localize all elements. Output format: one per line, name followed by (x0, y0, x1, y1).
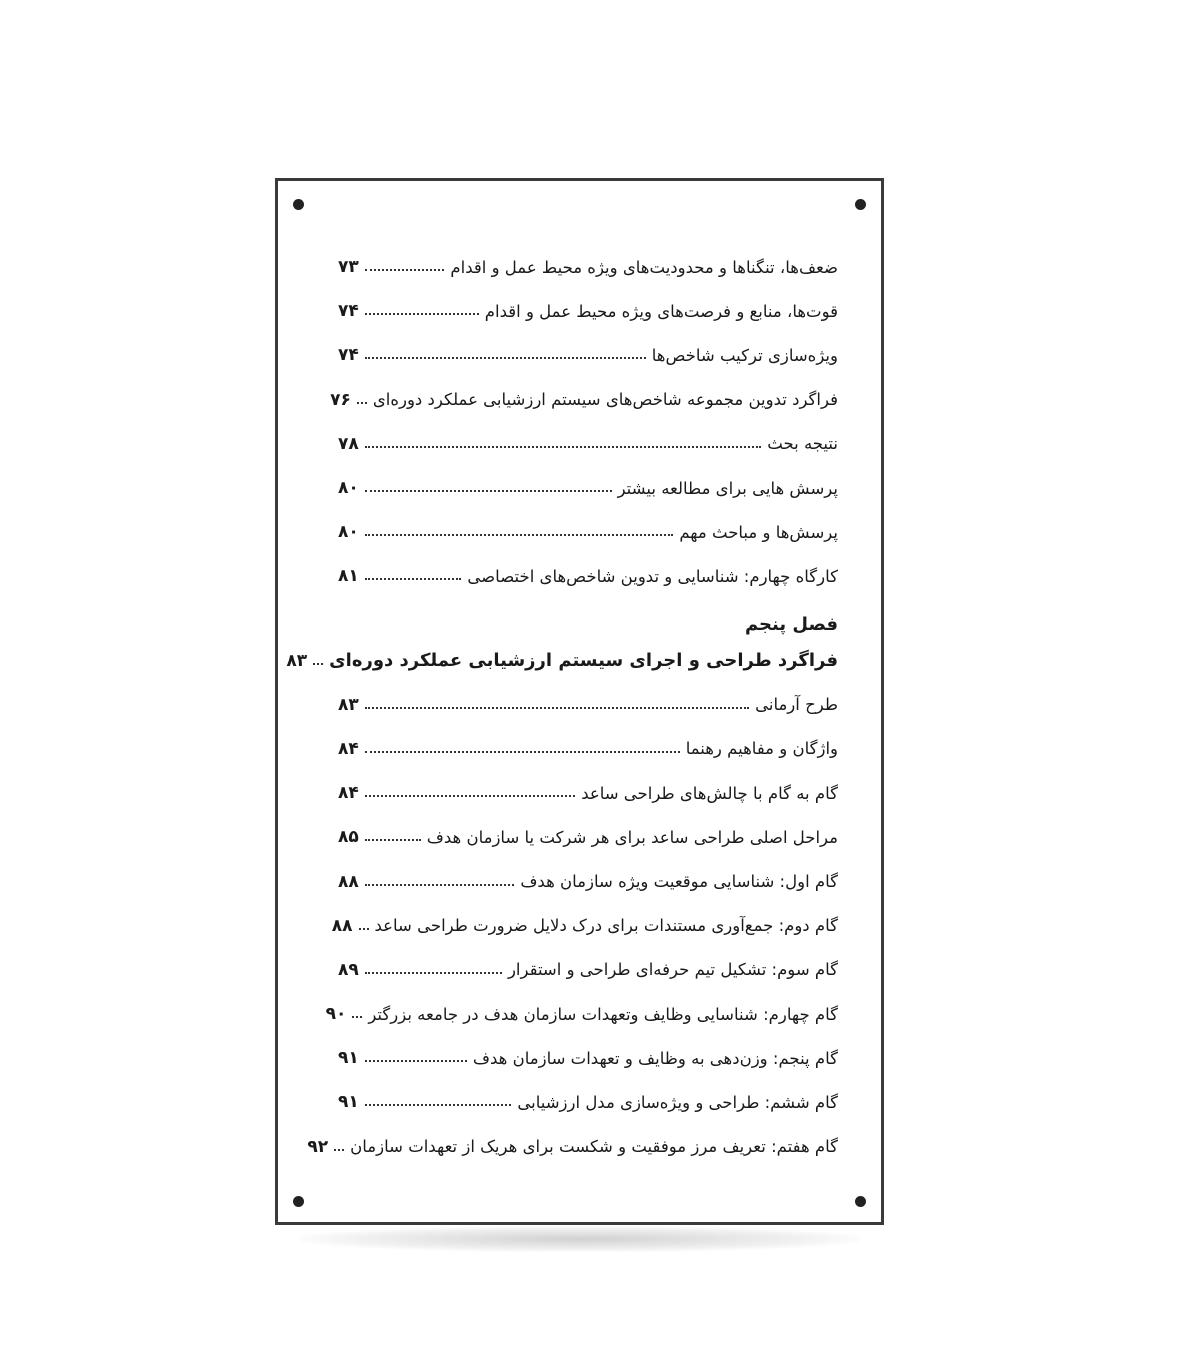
toc-entry-page-number: ۸۰ (338, 522, 359, 543)
dot-leader (365, 839, 421, 841)
corner-dot-icon (293, 199, 304, 210)
dot-leader (365, 446, 761, 448)
toc-entry-page-number: ۸۱ (338, 566, 359, 587)
chapter-title: فراگرد طراحی و اجرای سیستم ارزشیابی عملکرد دوره‌ای (329, 650, 838, 672)
toc-entry-page-number: ۸۰ (338, 478, 359, 499)
dot-leader (365, 578, 462, 580)
corner-dot-icon (293, 1196, 304, 1207)
toc-entry (338, 245, 838, 289)
dot-leader (365, 269, 445, 271)
toc-entry-page-number: ۷۶ (330, 389, 351, 410)
toc-entry-page-number: ۸۵ (338, 827, 359, 848)
dot-leader (365, 490, 612, 492)
toc-entry-title: گام ششم: طراحی و ویژه‌سازی مدل ارزشیابی (517, 1092, 838, 1112)
toc-entry-title: پرسش هایی برای مطالعه بیشتر (617, 478, 838, 498)
toc-entry (338, 948, 838, 992)
toc-entry-title: گام به گام با چالش‌های طراحی ساعد (581, 783, 838, 803)
book-page-frame (275, 178, 884, 1225)
toc-entry (338, 859, 838, 903)
toc-entry-page-number: ۸۸ (331, 915, 353, 936)
toc-entry-title: مراحل اصلی طراحی ساعد برای هر شرکت یا سازمان هدف (426, 827, 838, 847)
dot-leader (365, 1060, 467, 1062)
toc-entry-page-number: ۷۴ (338, 345, 359, 366)
toc-entry (338, 683, 838, 727)
toc-entry-page-number: ۸۹ (338, 959, 359, 980)
toc-entry-page-number: ۸۸ (338, 871, 359, 892)
toc-entry-title: پرسش‌ها و مباحث مهم (679, 522, 838, 542)
toc-entry (338, 771, 838, 815)
dot-leader (365, 313, 479, 315)
toc-section-before (330, 245, 838, 599)
toc-entry (338, 289, 838, 333)
chapter-page-number: ۸۳ (286, 650, 308, 671)
toc-entry (338, 554, 838, 598)
dot-leader (359, 928, 369, 930)
toc-entry (338, 422, 838, 466)
dot-leader (365, 1104, 512, 1106)
toc-entry-title: گام پنجم: وزن‌دهی به وظایف و تعهدات سازمان هدف (472, 1048, 838, 1068)
toc-entry-page-number: ۸۴ (338, 738, 359, 759)
toc-entry-title: گام دوم: جمع‌آوری مستندات برای درک دلایل ضرورت طراحی ساعد (374, 916, 838, 936)
toc-entry-title: ویژه‌سازی ترکیب شاخص‌ها (651, 345, 838, 365)
toc-entry (338, 466, 838, 510)
toc-entry-page-number: ۹۲ (307, 1136, 329, 1157)
corner-dot-icon (855, 199, 866, 210)
chapter-title-row (286, 639, 838, 683)
toc-entry (338, 1080, 838, 1124)
toc-entry-title: طرح آرمانی (755, 695, 838, 715)
dot-leader (365, 972, 502, 974)
dot-leader (365, 751, 680, 753)
toc-entry-page-number: ۸۴ (338, 783, 359, 804)
toc-entry (307, 1125, 838, 1169)
toc-entry-page-number: ۹۱ (338, 1092, 359, 1113)
toc-entry-title: فراگرد تدوین مجموعه شاخص‌های سیستم ارزشیابی عملکرد دوره‌ای (372, 390, 838, 410)
toc-entry-title: گام سوم: تشکیل تیم حرفه‌ای طراحی و استقرار (507, 960, 838, 980)
toc-entry (338, 333, 838, 377)
toc-entry-title: گام اول: شناسایی موقعیت ویژه سازمان هدف (520, 872, 838, 892)
dot-leader (352, 1016, 362, 1018)
toc-entry-title: گام چهارم: شناسایی وظایف وتعهدات سازمان هدف در جامعه بزرگتر (368, 1004, 838, 1024)
toc-entry-title: نتیجه بحث (767, 434, 838, 454)
toc-entry-title: ضعف‌ها، تنگناها و محدودیت‌های ویژه محیط عمل و اقدام (450, 257, 838, 277)
toc-entry-page-number: ۷۴ (338, 301, 359, 322)
chapter-label: فصل پنجم (744, 613, 838, 635)
toc-entry (325, 992, 838, 1036)
toc-entry-title: واژگان و مفاهیم رهنما (685, 739, 838, 759)
toc-entry (338, 1036, 838, 1080)
toc-entry-page-number: ۷۳ (338, 257, 359, 278)
table-of-contents (286, 245, 838, 1169)
toc-section-after (307, 683, 838, 1169)
toc-entry (338, 510, 838, 554)
dot-leader (365, 534, 674, 536)
toc-entry-title: قوت‌ها، منابع و فرصت‌های ویژه محیط عمل و اقدام (484, 301, 838, 321)
toc-entry-title: کارگاه چهارم: شناسایی و تدوین شاخص‌های اختصاصی (467, 566, 838, 586)
corner-dot-icon (855, 1196, 866, 1207)
dot-leader (365, 707, 749, 709)
toc-entry (338, 815, 838, 859)
toc-entry (338, 727, 838, 771)
dot-leader (365, 884, 515, 886)
dot-leader (334, 1149, 344, 1151)
toc-entry-page-number: ۹۰ (325, 1004, 347, 1025)
toc-entry (330, 378, 838, 422)
dot-leader (313, 663, 323, 665)
toc-entry (331, 904, 838, 948)
page-shadow (300, 1226, 860, 1252)
dot-leader (365, 795, 575, 797)
toc-entry-title: گام هفتم: تعریف مرز موفقیت و شکست برای هریک از تعهدات سازمان (350, 1137, 838, 1157)
dot-leader (357, 402, 367, 404)
toc-entry-page-number: ۷۸ (338, 433, 359, 454)
dot-leader (365, 357, 646, 359)
toc-entry-page-number: ۹۱ (338, 1048, 359, 1069)
toc-entry-page-number: ۸۳ (338, 694, 359, 715)
